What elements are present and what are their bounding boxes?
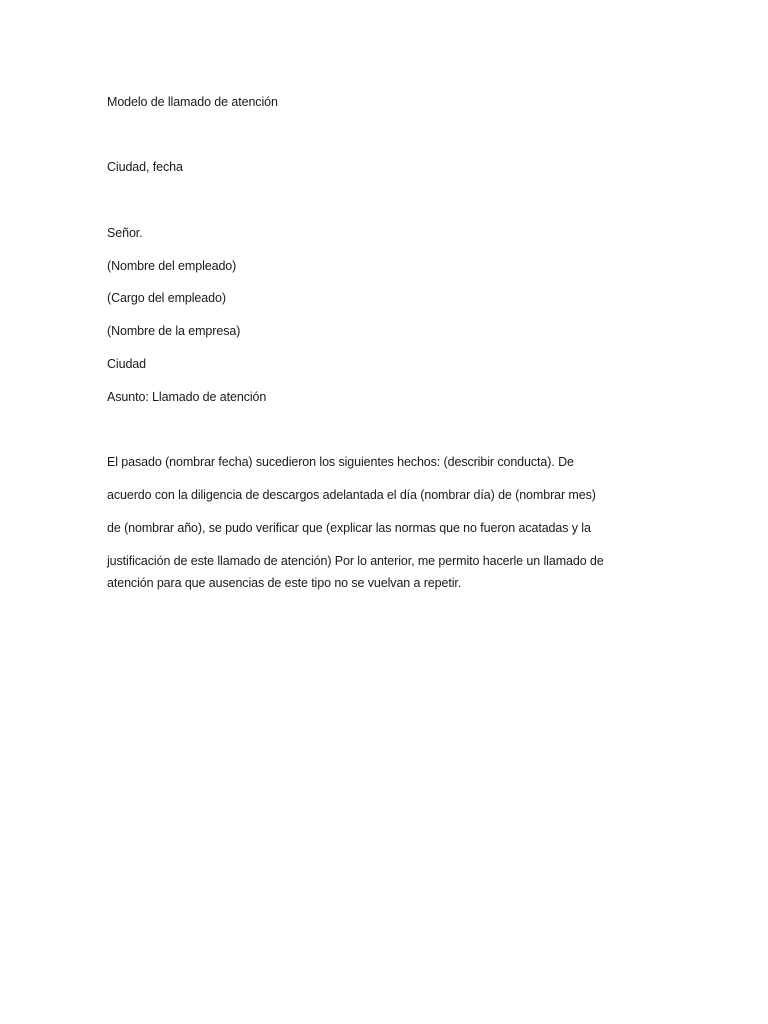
body-line: justificación de este llamado de atención) Por lo anterior, me permito hacerle un llamado de xyxy=(107,554,604,568)
document-title: Modelo de llamado de atención xyxy=(107,95,278,109)
recipient-company: (Nombre de la empresa) xyxy=(107,324,241,338)
recipient-city: Ciudad xyxy=(107,357,147,371)
salutation: Señor. xyxy=(107,226,143,240)
body-line: acuerdo con la diligencia de descargos adelantada el día (nombrar día) de (nombrar mes) xyxy=(107,488,596,502)
recipient-position: (Cargo del empleado) xyxy=(107,291,226,305)
recipient-name: (Nombre del empleado) xyxy=(107,259,237,273)
body-line: atención para que ausencias de este tipo no se vuelvan a repetir. xyxy=(107,576,462,590)
place-date: Ciudad, fecha xyxy=(107,160,183,174)
body-line: de (nombrar año), se pudo verificar que (explicar las normas que no fueron acatadas y la xyxy=(107,521,591,535)
body-line: El pasado (nombrar fecha) sucedieron los siguientes hechos: (describir conducta). De xyxy=(107,455,574,469)
subject-line: Asunto: Llamado de atención xyxy=(107,390,267,404)
